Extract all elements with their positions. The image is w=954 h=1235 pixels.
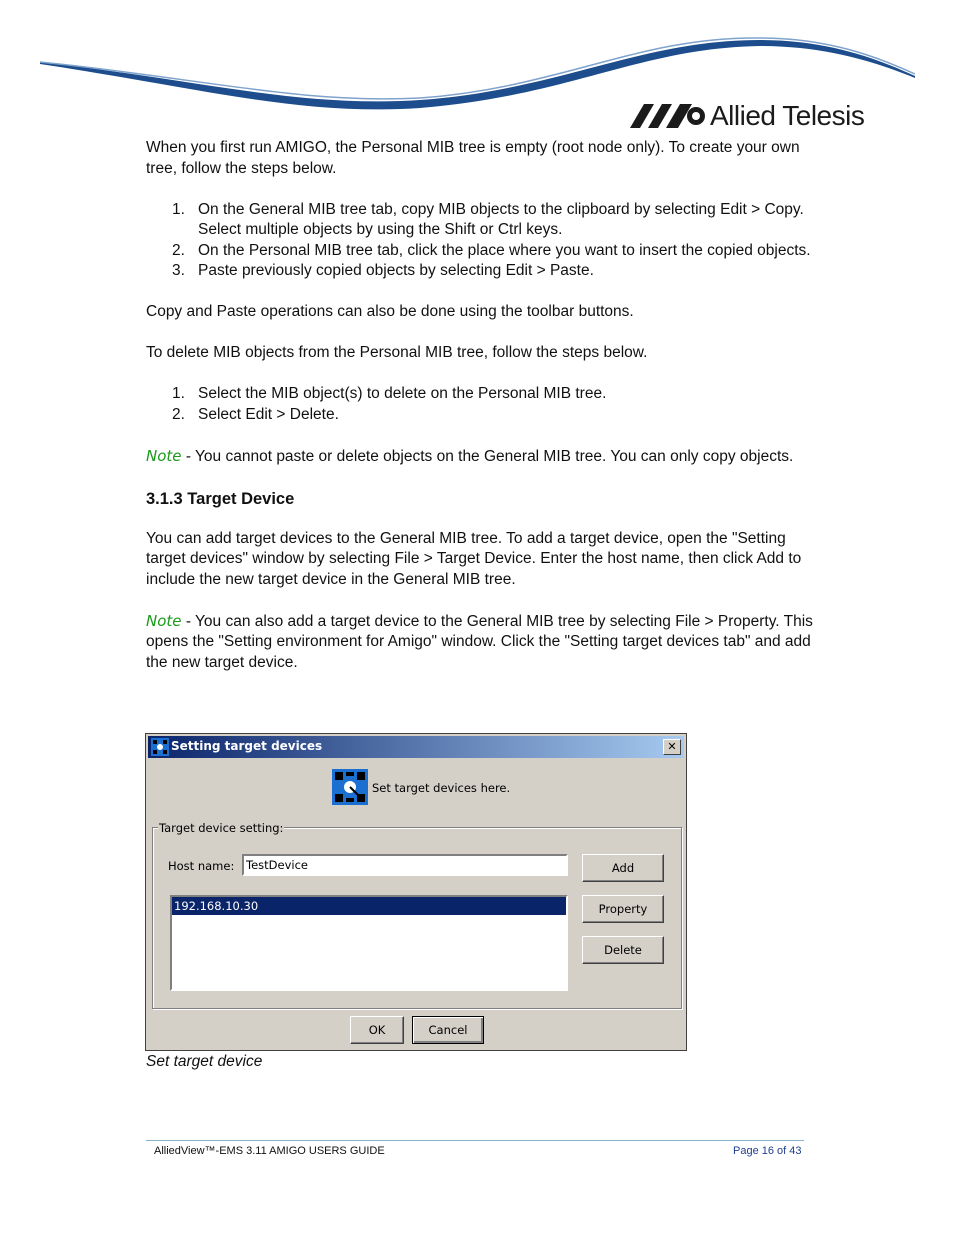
- list-item: 1. Select the MIB object(s) to delete on the Personal MIB tree.: [172, 385, 607, 402]
- target-device-paragraph: You can add target devices to the General MIB tree. To add a target device, open the "Setting target devices" window by selecting File > Target Device. Enter the host name, then click Add to include the new target device in the General MIB tree.: [146, 529, 802, 588]
- dialog-title: Setting target devices: [171, 739, 323, 753]
- property-button[interactable]: Property: [582, 895, 664, 923]
- document-body: [146, 138, 814, 673]
- close-button[interactable]: ✕: [663, 739, 681, 755]
- list-item: 3. Paste previously copied objects by selecting Edit > Paste.: [172, 262, 594, 279]
- setting-target-devices-dialog: [145, 733, 687, 1051]
- copy-steps-list: [146, 200, 814, 282]
- host-name-input[interactable]: [242, 854, 568, 876]
- footer-divider: [146, 1140, 804, 1141]
- network-devices-icon: [332, 769, 368, 805]
- allied-telesis-logo: [630, 100, 864, 132]
- ok-button[interactable]: OK: [350, 1016, 404, 1044]
- add-button[interactable]: Add: [582, 854, 664, 882]
- figure-caption: Set target device: [146, 1053, 263, 1070]
- delete-button[interactable]: Delete: [582, 936, 664, 964]
- section-heading: 3.1.3 Target Device: [146, 489, 295, 508]
- note-paragraph-2: Note - You can also add a target device to the General MIB tree by selecting File > Property. This opens the "Setting environment for Amigo" window. Click the "Setting target devices tab" and add the new target device.: [146, 611, 813, 671]
- delete-intro-paragraph: To delete MIB objects from the Personal MIB tree, follow the steps below.: [146, 344, 648, 361]
- list-item[interactable]: 192.168.10.30: [172, 897, 566, 915]
- list-item: 2. On the Personal MIB tree tab, click the place where you want to insert the copied objects.: [172, 241, 811, 259]
- group-label: Target device setting:: [159, 821, 284, 835]
- dialog-instruction: Set target devices here.: [372, 781, 511, 795]
- dialog-titlebar[interactable]: [148, 736, 684, 758]
- note-label: Note: [146, 611, 182, 630]
- list-item: 1. On the General MIB tree tab, copy MIB objects to the clipboard by selecting Edit > Copy. Select multiple objects by using the Shift or Ctrl keys.: [172, 200, 804, 238]
- brand-name: Allied Telesis: [710, 100, 865, 131]
- host-name-label: Host name:: [168, 859, 235, 873]
- logo-mark-icon: [630, 102, 706, 130]
- page-number: Page 16 of 43: [733, 1145, 802, 1157]
- list-item: 2. Select Edit > Delete.: [172, 405, 339, 423]
- network-icon: [151, 738, 169, 756]
- note-paragraph-1: Note - You cannot paste or delete objects on the General MIB tree. You can only copy objects.: [146, 446, 794, 465]
- delete-steps-list: [146, 384, 814, 425]
- note-label: Note: [146, 446, 182, 465]
- intro-paragraph: When you first run AMIGO, the Personal MIB tree is empty (root node only). To create your own tree, follow the steps below.: [146, 139, 800, 177]
- cancel-button[interactable]: Cancel: [412, 1016, 484, 1044]
- target-device-list[interactable]: [170, 895, 568, 991]
- footer-title: AlliedView™-EMS 3.11 AMIGO USERS GUIDE: [154, 1145, 385, 1157]
- toolbar-paragraph: Copy and Paste operations can also be done using the toolbar buttons.: [146, 303, 634, 320]
